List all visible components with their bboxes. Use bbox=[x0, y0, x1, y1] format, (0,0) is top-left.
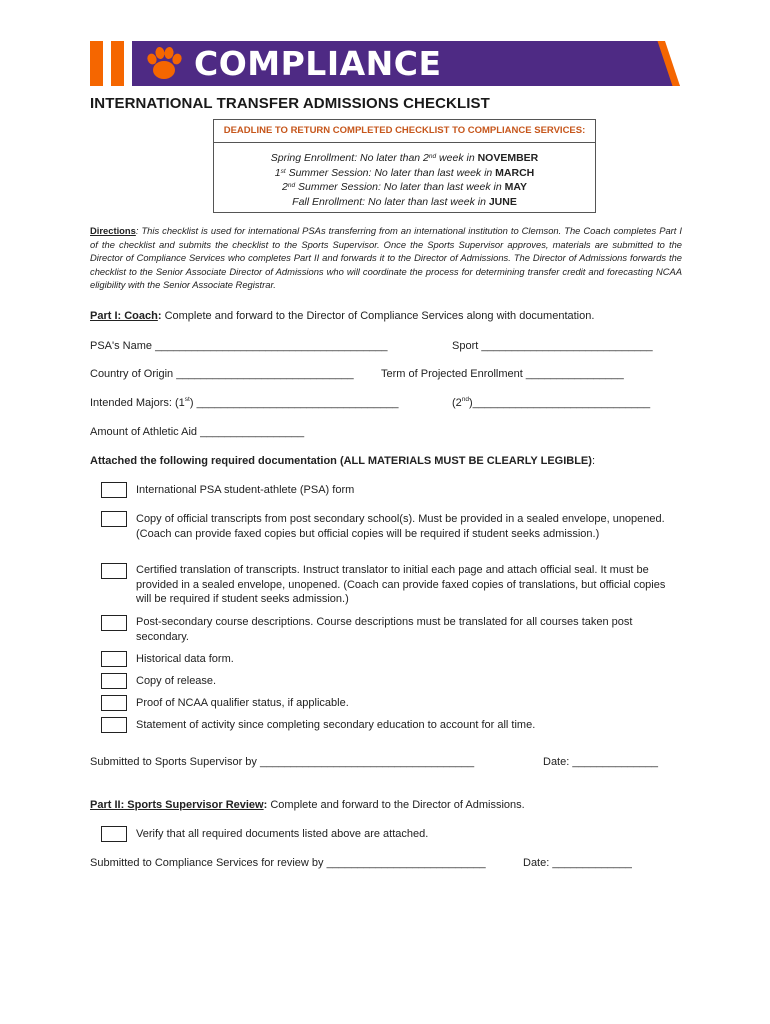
major1-field[interactable]: Intended Majors: (1st) _________________________________ bbox=[90, 396, 399, 409]
checkbox-transcripts[interactable] bbox=[101, 511, 127, 527]
checkbox-statement[interactable] bbox=[101, 717, 127, 733]
list-item: Copy of release. bbox=[136, 675, 217, 687]
deadline-summer-2: 2nd Summer Session: No later than last week in MAY bbox=[282, 181, 527, 193]
checkbox-verify-documents[interactable] bbox=[101, 826, 127, 842]
checkbox-ncaa-status[interactable] bbox=[101, 695, 127, 711]
directions-label: Directions bbox=[90, 225, 136, 236]
attached-heading: Attached the following required documentation (ALL MATERIALS MUST BE CLEARLY LEGIBLE): bbox=[90, 455, 595, 467]
major2-field[interactable]: (2nd)_____________________________ bbox=[452, 396, 651, 409]
checkbox-psa-form[interactable] bbox=[101, 482, 127, 498]
country-field[interactable]: Country of Origin _____________________________ bbox=[90, 368, 354, 380]
checkbox-translation[interactable] bbox=[101, 563, 127, 579]
document-title: INTERNATIONAL TRANSFER ADMISSIONS CHECKLIST bbox=[90, 95, 490, 112]
checkbox-course-descriptions[interactable] bbox=[101, 615, 127, 631]
checkbox-historical-data[interactable] bbox=[101, 651, 127, 667]
list-item: International PSA student-athlete (PSA) form bbox=[136, 484, 355, 496]
deadline-fall: Fall Enrollment: No later than last week in JUNE bbox=[292, 195, 517, 208]
orange-stripe bbox=[111, 41, 124, 86]
deadline-summer-1: 1st Summer Session: No later than last week in MARCH bbox=[274, 166, 535, 179]
deadline-heading: DEADLINE TO RETURN COMPLETED CHECKLIST TO COMPLIANCE SERVICES: bbox=[214, 120, 595, 143]
list-item: Historical data form. bbox=[136, 653, 234, 665]
deadline-spring: Spring Enrollment: No later than 2nd week in NOVEMBER bbox=[270, 152, 539, 164]
brand-title: COMPLIANCE bbox=[194, 44, 442, 83]
list-item: Copy of official transcripts from post secondary school(s). Must be provided in a sealed envelope, unopened. (Coach can provide faxed copies but official copies will be required if student seeks admission.) bbox=[136, 513, 665, 540]
checkbox-release[interactable] bbox=[101, 673, 127, 689]
deadline-box bbox=[213, 119, 596, 213]
submitted-supervisor-field[interactable]: Submitted to Sports Supervisor by ___________________________________ bbox=[90, 756, 475, 768]
list-item: Proof of NCAA qualifier status, if applicable. bbox=[136, 697, 349, 709]
list-item: Certified translation of transcripts. Instruct translator to initial each page and attach official seal. It must be provided in a sealed envelope, unopened. (Coach can provide faxed copies of translations, but official copies will be required if student seeks admission.) bbox=[136, 564, 666, 606]
date-field[interactable]: Date: ______________ bbox=[543, 756, 658, 768]
part2-heading: Part II: Sports Supervisor Review: Complete and forward to the Director of Admissions. bbox=[90, 799, 525, 811]
list-item: Post-secondary course descriptions. Course descriptions must be translated for all courses taken post secondary. bbox=[136, 616, 633, 643]
psa-name-field[interactable]: PSA's Name ______________________________________ bbox=[90, 340, 388, 352]
term-field[interactable]: Term of Projected Enrollment ________________ bbox=[381, 368, 624, 380]
orange-stripe bbox=[90, 41, 103, 86]
submitted-compliance-field[interactable]: Submitted to Compliance Services for review by __________________________ bbox=[90, 857, 486, 869]
list-item: Statement of activity since completing secondary education to account for all time. bbox=[136, 719, 536, 731]
header-banner bbox=[90, 41, 680, 86]
aid-field[interactable]: Amount of Athletic Aid _________________ bbox=[90, 426, 305, 438]
date-field[interactable]: Date: _____________ bbox=[523, 857, 632, 869]
sport-field[interactable]: Sport ____________________________ bbox=[452, 340, 653, 352]
paw-icon bbox=[144, 45, 184, 83]
directions-paragraph: Directions: This checklist is used for international PSAs transferring from an international institution to Clemson. The Coach completes Part I of the checklist and submits the checklist to the Sports Supervisor. Once the Sports Supervisor approves, materials are submitted to the Director of Compliance Services who completes Part II and forwards it to the Director of Admissions. The Director of Admissions forwards the checklist to the Senior Associate Director of Admissions who will coordinate the process for determining transfer credit and forecasting NCAA eligibility with the Senior Associate Registrar. bbox=[90, 225, 682, 291]
part1-heading: Part I: Coach: Complete and forward to the Director of Compliance Services along with documentation. bbox=[90, 310, 595, 322]
list-item: Verify that all required documents listed above are attached. bbox=[136, 828, 429, 840]
